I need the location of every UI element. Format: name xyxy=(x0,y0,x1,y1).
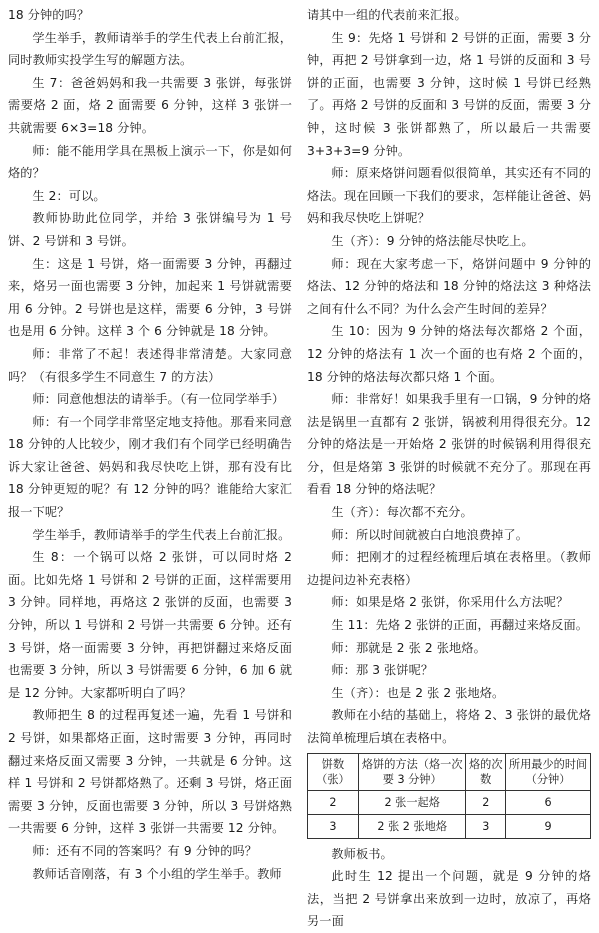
paragraph: 生 10：因为 9 分钟的烙法每次都烙 2 个面，12 分钟的烙法有 1 次一个面的也有烙 2 个面的，18 分钟的烙法每次都只烙 1 个面。 xyxy=(307,324,591,384)
paragraph: 教师把生 8 的过程再复述一遍，先看 1 号饼和 2 号饼，如果都烙正面，这时需要 3 分钟，再同时翻过来烙反面又需要 3 分钟，一共就是 6 分钟。这样 1 号饼和 2 号饼都烙熟了。还剩 3 号饼，烙正面需要 3 分钟，反面也需要 3 分钟，所以 3 号饼烙熟一共需要 6 分钟，这样 3 张饼一共需要 12 分钟。 xyxy=(8,708,292,836)
table-cell: 2 xyxy=(308,790,359,814)
paragraph: 师：所以时间就被白白地浪费掉了。 xyxy=(331,527,528,542)
paragraph: 生（齐）：每次都不充分。 xyxy=(331,505,473,520)
summary-table-wrapper xyxy=(307,753,591,839)
paragraph: 教师协助此位同学，并给 3 张饼编号为 1 号饼、2 号饼和 3 号饼。 xyxy=(8,211,292,248)
paragraph: 师：还有不同的答案吗？有 9 分钟的吗？ xyxy=(32,843,258,858)
paragraph: 师：非常好！如果我手里有一口锅，9 分钟的烙法是锅里一直都有 2 张饼，锅被利用得很充分。12 分钟的烙法是一开始烙 2 张饼的时候锅利用得很充分，但是烙第 3 张饼的时候就不充分了。那现在再看看 18 分钟的烙法呢？ xyxy=(307,392,591,497)
table-cell: 3 xyxy=(466,814,506,838)
table-cell: 9 xyxy=(506,814,591,838)
table-cell: 3 xyxy=(308,814,359,838)
table-cell: 2 张 2 张地烙 xyxy=(358,814,466,838)
paragraph: 师：那就是 2 张 2 张地烙。 xyxy=(331,640,486,655)
table-header-row xyxy=(308,753,591,790)
paragraph: 18 分钟的吗？ xyxy=(8,8,90,22)
summary-table xyxy=(307,753,591,839)
table-cell: 2 张一起烙 xyxy=(358,790,466,814)
right-column xyxy=(307,4,591,933)
paragraph: 师：同意他想法的请举手。（有一位同学举手） xyxy=(32,392,285,407)
paragraph: 生 7：爸爸妈妈和我一共需要 3 张饼，每张饼需要烙 2 面，烙 2 面需要 6 分钟，这样 3 张饼一共就需要 6×3=18 分钟。 xyxy=(8,75,292,135)
paragraph: 师：现在大家考虑一下，烙饼问题中 9 分钟的烙法、12 分钟的烙法和 18 分钟的烙法这 3 种烙法之间有什么不同？为什么会产生时间的差异？ xyxy=(307,256,591,316)
paragraph: 生：这是 1 号饼，烙一面需要 3 分钟，再翻过来，烙另一面也需要 3 分钟，加起来 1 号饼就需要用 6 分钟。2 号饼也是这样，需要 6 分钟，3 号饼也是用 6 分钟。这样 3 个 6 分钟就是 18 分钟。 xyxy=(8,256,292,339)
paragraph: 生 2：可以。 xyxy=(32,188,106,203)
header-times: 烙的次数 xyxy=(466,753,506,790)
paragraph: 学生举手，教师请举手的学生代表上台前汇报。 xyxy=(32,527,291,542)
paragraph: 教师板书。 xyxy=(331,846,393,861)
left-column xyxy=(8,4,292,885)
header-cake-count: 饼数（张） xyxy=(308,753,359,790)
paragraph: 教师在小结的基础上，将烙 2、3 张饼的最优烙法简单梳理后填在表格中。 xyxy=(307,708,591,745)
paragraph: 师：如果是烙 2 张饼，你采用什么方法呢？ xyxy=(331,595,569,610)
paragraph: 师：非常了不起！表述得非常清楚。大家同意吗？（有很多学生不同意生 7 的方法） xyxy=(8,346,292,384)
header-method: 烙饼的方法（烙一次要 3 分钟） xyxy=(358,753,466,790)
paragraph: 此时生 12 提出一个问题，就是 9 分钟的烙法，当把 2 号饼拿出来放到一边时，放凉了，再烙另一面 xyxy=(307,869,591,929)
table-row xyxy=(308,790,591,814)
paragraph: 师：把刚才的过程经梳理后填在表格里。（教师边提问边补充表格） xyxy=(307,550,591,587)
paragraph: 师：那 3 张饼呢？ xyxy=(331,663,434,678)
paragraph: 生 8：一个锅可以烙 2 张饼，可以同时烙 2 面。比如先烙 1 号饼和 2 号饼的正面，这样需要用 3 分钟。同样地，再烙这 2 张饼的反面，也需要 3 分钟，所以 1 号饼和 2 号饼一共需要 6 分钟。还有 3 号饼，烙一面需要 3 分钟，再把饼翻过来烙反面也需要 3 分钟，所以 3 号饼需要 6 分钟，6 加 6 就是 12 分钟。大家都听明白了吗？ xyxy=(8,550,292,700)
table-row xyxy=(308,814,591,838)
table-cell: 6 xyxy=(506,790,591,814)
paragraph: 师：有一个同学非常坚定地支持他。那看来同意 18 分钟的人比较少，刚才我们有个同学已经明确告诉大家让爸爸、妈妈和我尽快吃上饼，那有没有比 18 分钟更短的呢？有 12 分钟的吗？谁能给大家汇报一下呢？ xyxy=(8,414,292,520)
table-cell: 2 xyxy=(466,790,506,814)
paragraph: 请其中一组的代表前来汇报。 xyxy=(307,8,467,22)
paragraph: 师：能不能用学具在黑板上演示一下，你是如何烙的？ xyxy=(8,143,292,181)
paragraph: 教师话音刚落，有 3 个小组的学生举手。教师 xyxy=(32,866,282,881)
paragraph: 学生举手，教师请举手的学生代表上台前汇报，同时教师实投学生写的解题方法。 xyxy=(8,30,292,68)
paragraph: 师：原来烙饼问题看似很简单，其实还有不同的烙法。现在回顾一下我们的要求，怎样能让爸爸、妈妈和我尽快吃上饼呢？ xyxy=(307,166,591,226)
header-min-time: 所用最少的时间（分钟） xyxy=(506,753,591,790)
paragraph: 生（齐）：也是 2 张 2 张地烙。 xyxy=(331,685,505,700)
paragraph: 生（齐）：9 分钟的烙法能尽快吃上。 xyxy=(331,233,534,248)
paragraph: 生 9：先烙 1 号饼和 2 号饼的正面，需要 3 分钟，再把 2 号饼拿到一边，烙 1 号饼的反面和 3 号饼的正面，也需要 3 分钟，这时候 1 号饼已经熟了。再烙 2 号饼的反面和 3 号饼的反面，需要 3 分钟，这时候 3 张饼都熟了，所以最后一共需要 3+3+3=9 分钟。 xyxy=(307,30,591,158)
paragraph: 生 11：先烙 2 张饼的正面，再翻过来烙反面。 xyxy=(331,618,589,633)
